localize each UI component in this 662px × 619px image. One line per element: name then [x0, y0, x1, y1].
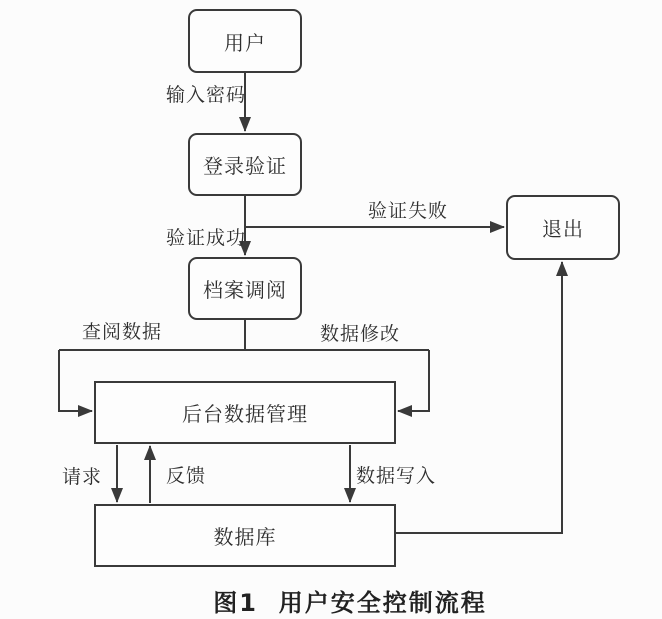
edge-label-verify-fail: 验证失败 — [368, 200, 449, 222]
node-user — [188, 9, 302, 73]
figure-caption: 图1 用户安全控制流程 — [213, 589, 487, 617]
edge-modify-loop — [398, 350, 429, 411]
edge-label-verify-success: 验证成功 — [166, 227, 247, 249]
edge-label-modify-data: 数据修改 — [320, 323, 401, 345]
edge-label-enter-password: 输入密码 — [166, 84, 247, 106]
edge-database-exit — [396, 262, 562, 533]
edge-label-feedback: 反馈 — [166, 465, 207, 487]
node-backend-data-management — [94, 381, 396, 444]
edge-label-query-data: 查阅数据 — [82, 321, 163, 343]
node-exit-label: 退出 — [542, 217, 584, 241]
node-user-label: 用户 — [224, 30, 266, 55]
node-exit — [506, 195, 620, 260]
node-database — [94, 504, 396, 567]
node-archive-access — [188, 257, 302, 320]
node-login-verify — [188, 133, 302, 196]
edge-label-request: 请求 — [62, 466, 103, 488]
node-login-verify-label: 登录验证 — [203, 154, 287, 178]
node-backend-data-management-label: 后台数据管理 — [182, 402, 308, 426]
edge-query-loop — [59, 350, 92, 411]
node-database-label: 数据库 — [213, 525, 277, 549]
edge-label-write-data: 数据写入 — [356, 465, 437, 487]
node-archive-access-label: 档案调阅 — [203, 278, 287, 302]
